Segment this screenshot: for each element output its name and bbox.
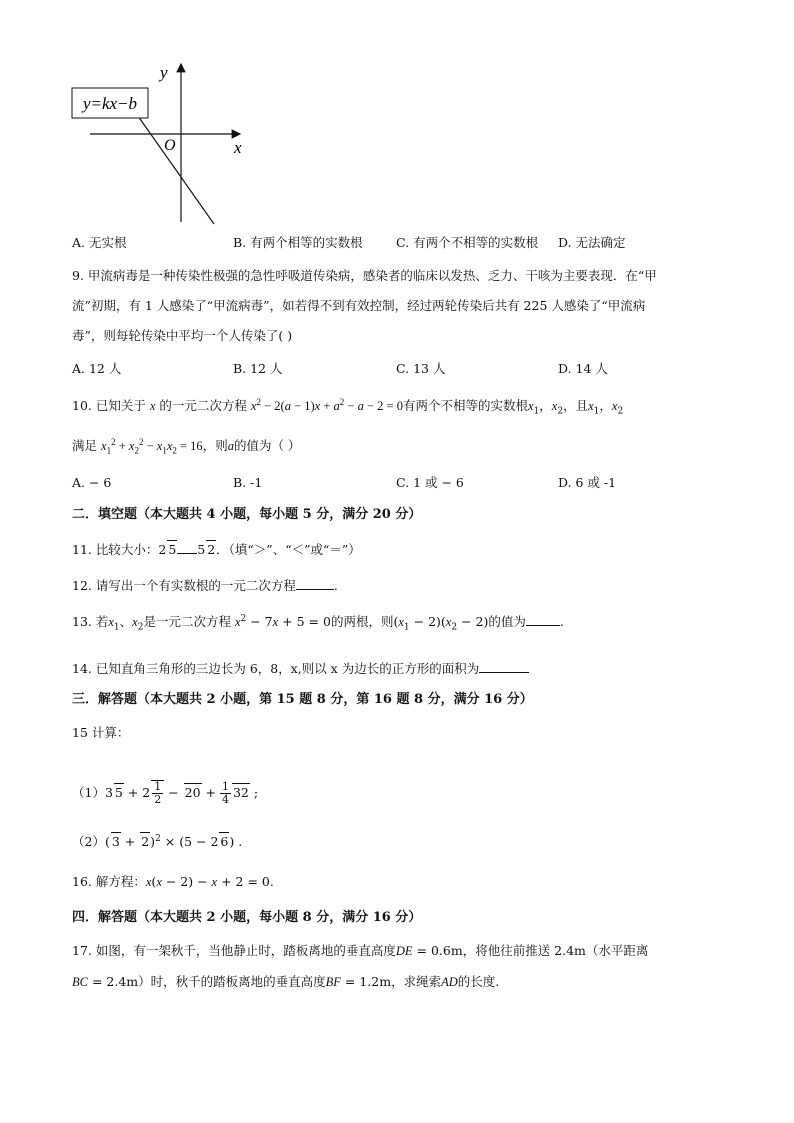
section-3-heading: 三．解答题（本大题共 2 小题，第 15 题 8 分，第 16 题 8 分，满分 16 分） — [72, 692, 533, 707]
q10-option-d: D. 6 或 -1 — [558, 475, 617, 490]
q11: 11. 比较大小：2 5 5 2．（填“＞”、“＜”或“＝”） — [72, 542, 361, 557]
q15-part-2: （2）( 3 + 2)$^2$ × (5 − 2 6) . — [72, 833, 243, 849]
q10-line-2: 满足 $x_1^2 + x_2^2 - x_1x_2 = 16$，则a的值为（ ） — [72, 436, 301, 456]
section-2-heading: 二．填空题（本大题共 4 小题，每小题 5 分，满分 20 分） — [72, 507, 422, 522]
q8-option-a: A. 无实根 — [72, 235, 127, 250]
q13: 13. 若$x_1$、$x_2$是一元二次方程 $x^2 - 7x + 5 = 0$的两根，则$(x_1 - 2)(x_2 - 2)$的值为 . — [72, 613, 564, 633]
q8-option-d: D. 无法确定 — [558, 235, 626, 250]
origin-label: O — [164, 137, 176, 154]
q10-equation: $x^2 - 2(a - 1)x + a^2 - a - 2 = 0$ — [250, 396, 403, 413]
q9-option-a: A. 12 人 — [72, 361, 122, 376]
q17-line-2: BC = 2.4m）时，秋千的踏板离地的垂直高度BF = 1.2m，求绳索AD的长度. — [72, 974, 500, 989]
q12: 12. 请写出一个有实数根的一元二次方程 . — [72, 578, 338, 593]
q10-option-a: A. − 6 — [72, 475, 112, 490]
q14: 14. 已知直角三角形的三边长为 6，8，x,则以 x 为边长的正方形的面积为 — [72, 660, 529, 678]
q10-condition: $x_1^2 + x_2^2 - x_1x_2 = 16$ — [101, 436, 203, 456]
q15-part-1: （1）3 5 + 2 $\frac{1}{2}$ − 20 + $\frac{1}{4}$ 32 ; — [72, 780, 259, 806]
q15-title: 15 计算： — [72, 725, 130, 740]
x-axis-label: x — [234, 138, 242, 157]
y-axis-label: y — [160, 63, 168, 82]
q9-option-c: C. 13 人 — [396, 361, 446, 376]
q10-option-c: C. 1 或 − 6 — [396, 475, 464, 490]
section-4-heading: 四．解答题（本大题共 2 小题，每小题 8 分，满分 16 分） — [72, 910, 422, 925]
q9-line-1: 9. 甲流病毒是一种传染性极强的急性呼吸道传染病，感染者的临床以发热、乏力、干咳为主要表现．在“甲 — [72, 268, 657, 283]
q17-line-1: 17. 如图，有一架秋千，当他静止时，踏板离地的垂直高度DE = 0.6m，将他往前推送 2.4m（水平距离 — [72, 943, 649, 958]
q8-option-c: C. 有两个不相等的实数根 — [396, 235, 539, 250]
linear-function-graph — [68, 58, 258, 230]
q8-option-b: B. 有两个相等的实数根 — [233, 235, 363, 250]
q9-option-b: B. 12 人 — [233, 361, 283, 376]
q9-line-3: 毒”，则每轮传染中平均一个人传染了( ) — [72, 328, 293, 343]
function-line — [138, 116, 214, 224]
q9-option-d: D. 14 人 — [558, 361, 608, 376]
q16: 16. 解方程：x(x − 2) − x + 2 = 0. — [72, 874, 274, 889]
function-label: y=kx−b — [82, 94, 138, 113]
q10-line-1: 10. 已知关于 x 的一元二次方程 $x^2 - 2(a - 1)x + a^2 - a - 2 = 0$有两个不相等的实数根$x_1$，$x_2$，且$x_1$，$x_2$ — [72, 396, 624, 417]
q9-line-2: 流”初期，有 1 人感染了“甲流病毒”，如若得不到有效控制，经过两轮传染后共有 225 人感染了“甲流病 — [72, 298, 646, 313]
q10-option-b: B. -1 — [233, 475, 263, 490]
